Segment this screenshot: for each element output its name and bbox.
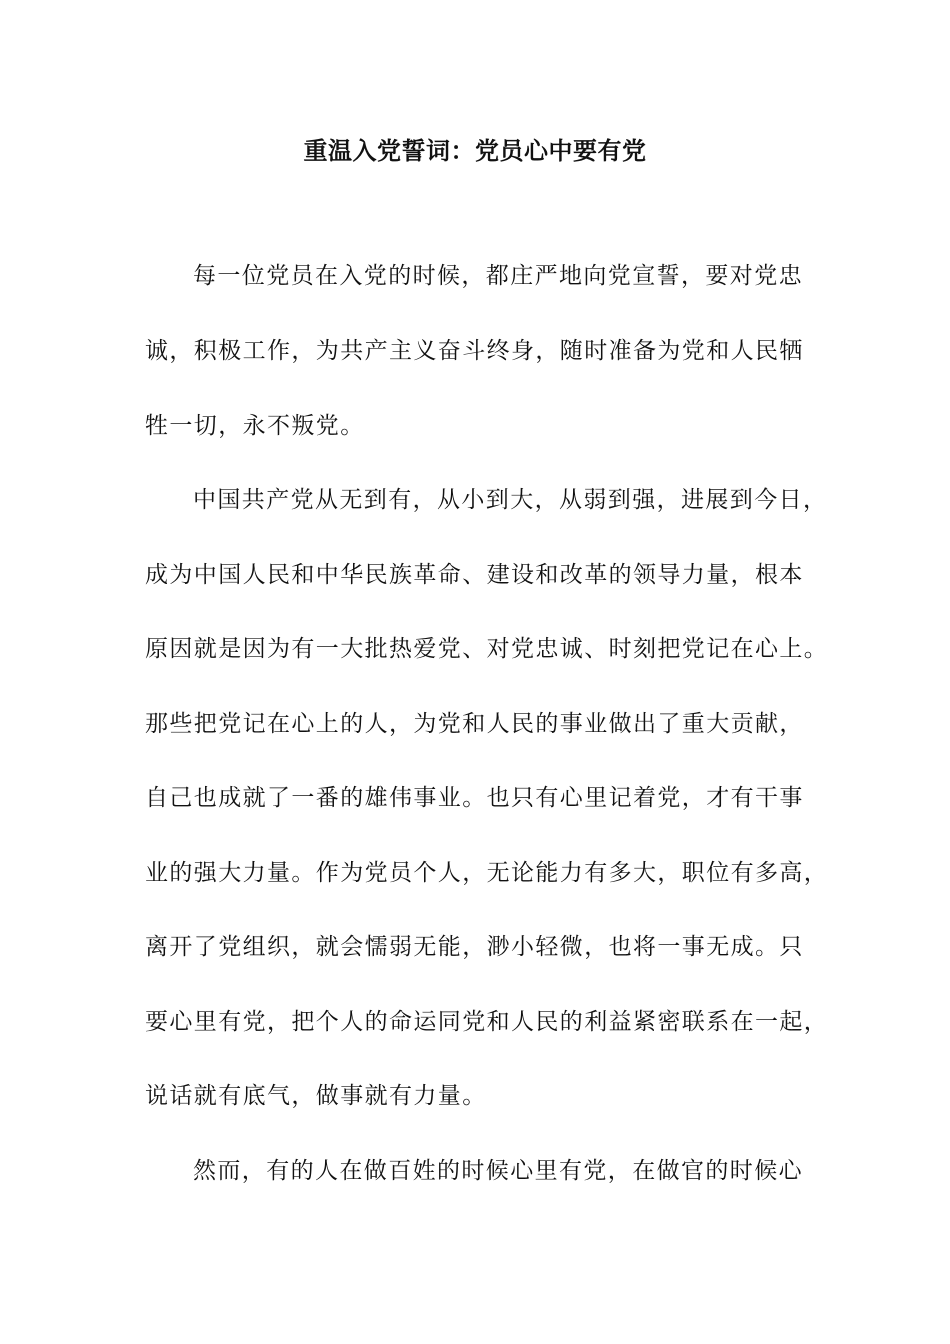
document-title: 重温入党誓词：党员心中要有党 bbox=[303, 136, 647, 165]
paragraph-2-line-4: 那些把党记在心上的人，为党和人民的事业做出了重大贡献， bbox=[145, 711, 804, 737]
paragraph-1-line-3: 牲一切，永不叛党。 bbox=[145, 413, 365, 439]
paragraph-2-line-9: 说话就有底气，做事就有力量。 bbox=[145, 1083, 487, 1109]
paragraph-1-line-1: 每一位党员在入党的时候，都庄严地向党宣誓，要对党忠 bbox=[193, 263, 803, 289]
paragraph-1-line-2: 诚，积极工作，为共产主义奋斗终身，随时准备为党和人民牺 bbox=[145, 338, 804, 364]
paragraph-2-line-3: 原因就是因为有一大批热爱党、对党忠诚、时刻把党记在心上。 bbox=[145, 636, 829, 662]
paragraph-3-line-1: 然而，有的人在做百姓的时候心里有党，在做官的时候心 bbox=[193, 1158, 803, 1184]
paragraph-2-line-6: 业的强大力量。作为党员个人，无论能力有多大，职位有多高， bbox=[145, 860, 829, 886]
paragraph-2-line-8: 要心里有党，把个人的命运同党和人民的利益紧密联系在一起， bbox=[145, 1009, 829, 1035]
paragraph-2-line-2: 成为中国人民和中华民族革命、建设和改革的领导力量，根本 bbox=[145, 562, 804, 588]
paragraph-2-line-1: 中国共产党从无到有，从小到大，从弱到强，进展到今日， bbox=[193, 487, 828, 513]
paragraph-2-line-7: 离开了党组织，就会懦弱无能，渺小轻微，也将一事无成。只 bbox=[145, 934, 804, 960]
paragraph-2-line-5: 自己也成就了一番的雄伟事业。也只有心里记着党，才有干事 bbox=[145, 785, 804, 811]
